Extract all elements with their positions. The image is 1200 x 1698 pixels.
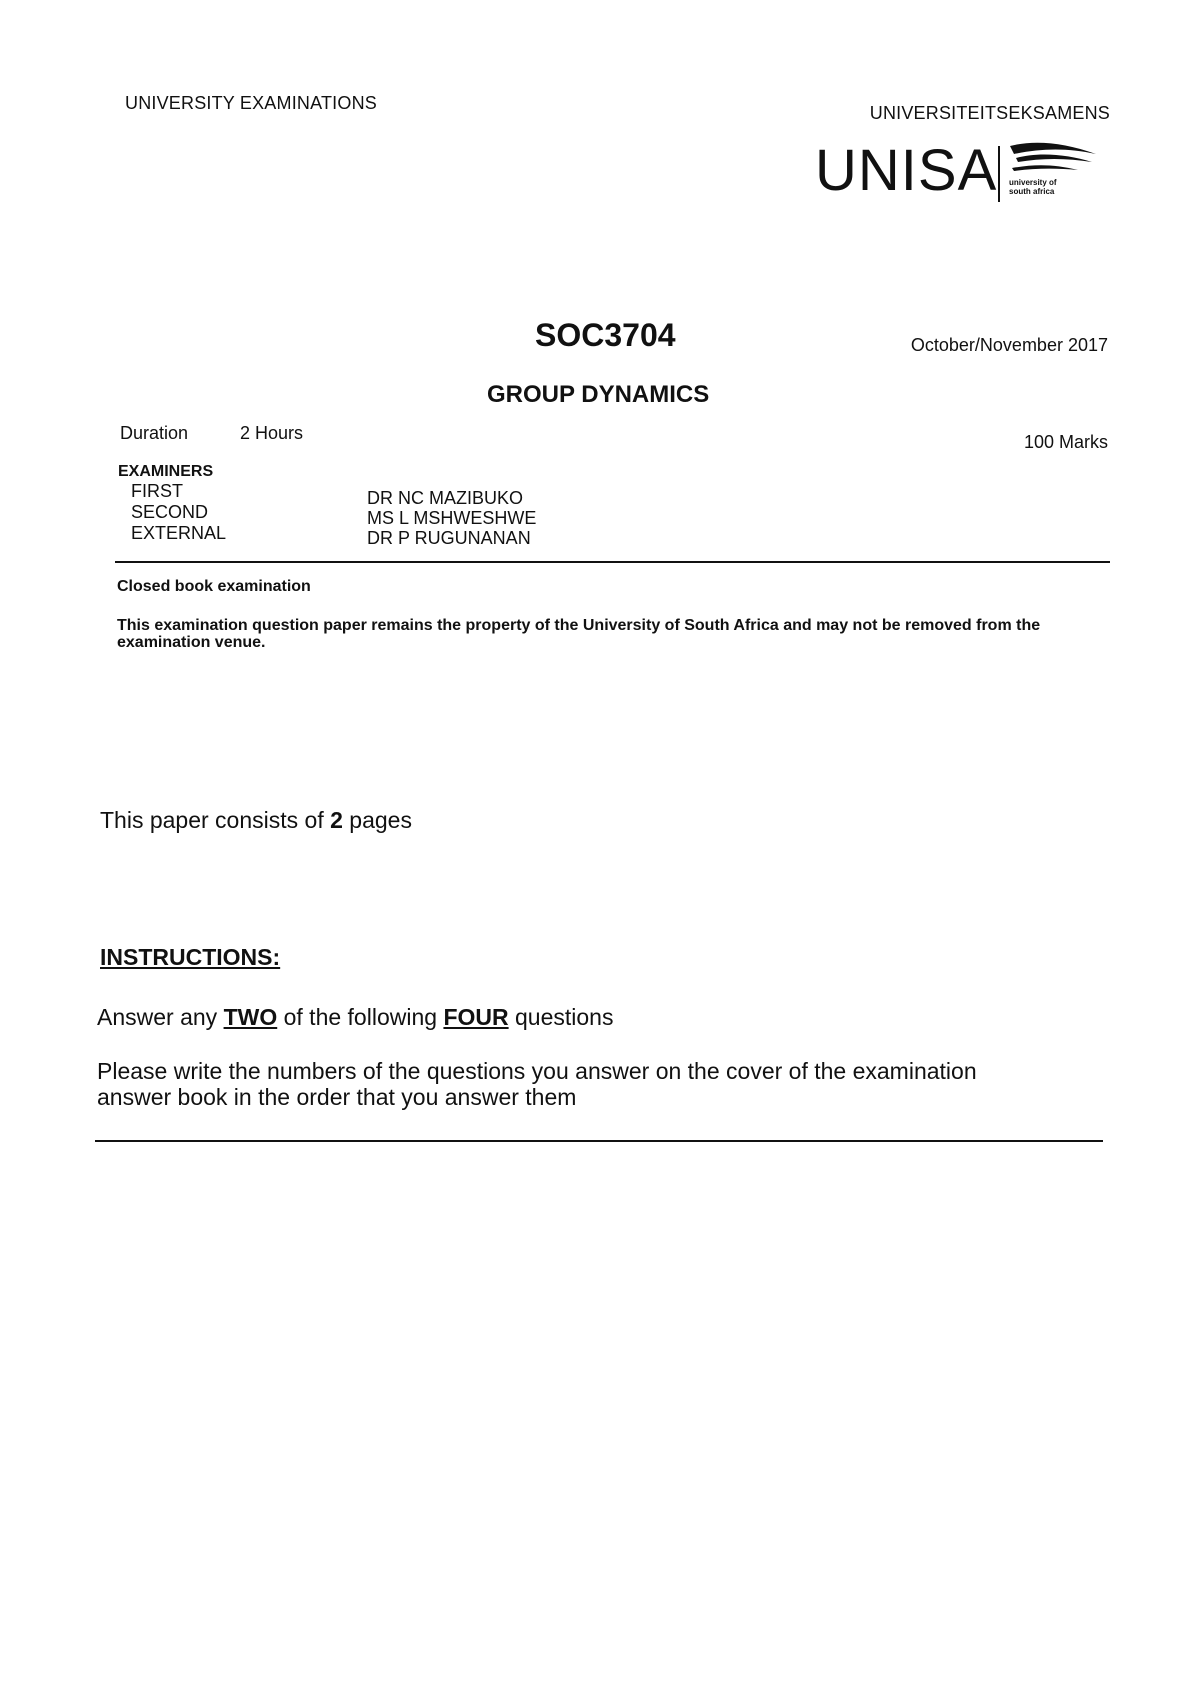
closed-book-note: Closed book examination [117,578,311,595]
examiner-name-external: DR P RUGUNANAN [367,528,531,548]
numbers-instruction: Please write the numbers of the questions you answer on the cover of the examination answer book in the order that you answer them [97,1058,977,1110]
logo-tagline: university of south africa [1009,178,1057,196]
examiner-name-first: DR NC MAZIBUKO [367,488,524,508]
page-count-line [100,807,412,834]
instructions-heading: INSTRUCTIONS: [100,944,281,970]
examiner-name-second: MS L MSHWESHWE [367,508,537,528]
module-code: SOC3704 [535,317,676,353]
answer-instruction [97,1004,613,1031]
answer-prefix: Answer any [97,1004,224,1030]
page-count-suffix: pages [342,807,412,833]
property-note: This examination question paper remains the property of the University of South Africa and may not be removed from the examination venue. [117,617,1041,651]
header-university-examinations: UNIVERSITY EXAMINATIONS [125,93,377,113]
answer-middle: of the following [277,1004,444,1030]
duration-value: 2 Hours [240,423,304,443]
exam-session: October/November 2017 [910,335,1108,355]
page-count-prefix: This paper consists of [100,807,331,833]
examiner-role-external: EXTERNAL [131,523,227,543]
logo-divider [998,146,1000,202]
examiner-role-first: FIRST [131,481,183,501]
logo-wing-icon [1008,140,1098,180]
answer-total: FOUR [443,1004,509,1030]
header-universiteitseksamens: UNIVERSITEITSEKSAMENS [869,103,1110,123]
module-title: GROUP DYNAMICS [487,381,710,408]
logo-wordmark: UNISA [815,138,998,203]
examiners-heading: EXAMINERS [118,463,214,480]
page-count-number: 2 [330,807,343,833]
examiner-role-second: SECOND [131,502,209,522]
divider-top [115,561,1110,563]
duration-label: Duration [120,423,189,443]
divider-bottom [95,1140,1103,1142]
answer-count: TWO [223,1004,278,1030]
answer-suffix: questions [508,1004,614,1030]
total-marks: 100 Marks [1023,432,1108,452]
